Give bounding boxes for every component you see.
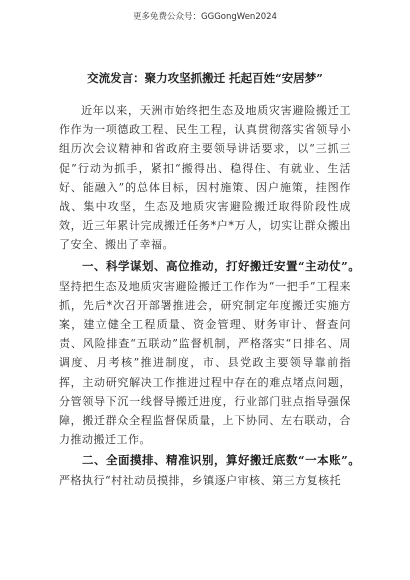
header-note: 更多免费公众号：GGGongWen2024 xyxy=(133,12,277,22)
paragraph-section-1: 坚持把生态及地质灾害避险搬迁工作作为“一把手”工程来抓，先后*次召开部署推进会，研究制定年度搬迁实施方案，建立健全工程质量、资金管理、财务审计、督查问责、风险排查“五联动”监督机制，严格落实“日排名、周调度、月考核”推进制度，市、县党政主要领导靠前指挥，主动研究解决工作推进过程中存在的难点堵点问题，分管领导下沉一线督导搬迁进度，行业部门驻点指导强保障，搬迁群众全程监督保质量，上下协同、左右联动，合力推动搬迁工作。 xyxy=(59,279,351,447)
document-body xyxy=(59,101,361,491)
paragraph-section-2: 严格执行“村社动员摸排，乡镇逐户审核、第三方复核托 xyxy=(59,474,342,488)
section-heading-2: 二、全面摸排、精准识别，算好搬迁底数“一本账”。 xyxy=(82,453,361,468)
paragraph-intro: 近年以来，天洲市始终把生态及地质灾害避险搬迁工作作为一项德政工程、民生工程，认真贯彻落实省领导小组历次会议精神和省政府主要领导讲话要求，以“三抓三促”行动为抓手，紧扣“搬得出、稳得住、有就业、生活好、能融入”的总体目标，因村施策、因户施策，挂图作战、集中攻坚，生态及地质灾害避险搬迁取得阶段性成效，近三年累计完成搬迁任务*户*万人，切实让群众搬出了安全、搬出了幸福。 xyxy=(59,104,351,252)
document-title: 交流发言：聚力攻坚抓搬迁 托起百姓“安居梦” xyxy=(87,71,323,85)
section-heading-1: 一、科学谋划、高位推动，打好搬迁安置“主动仗”。 xyxy=(82,258,361,273)
